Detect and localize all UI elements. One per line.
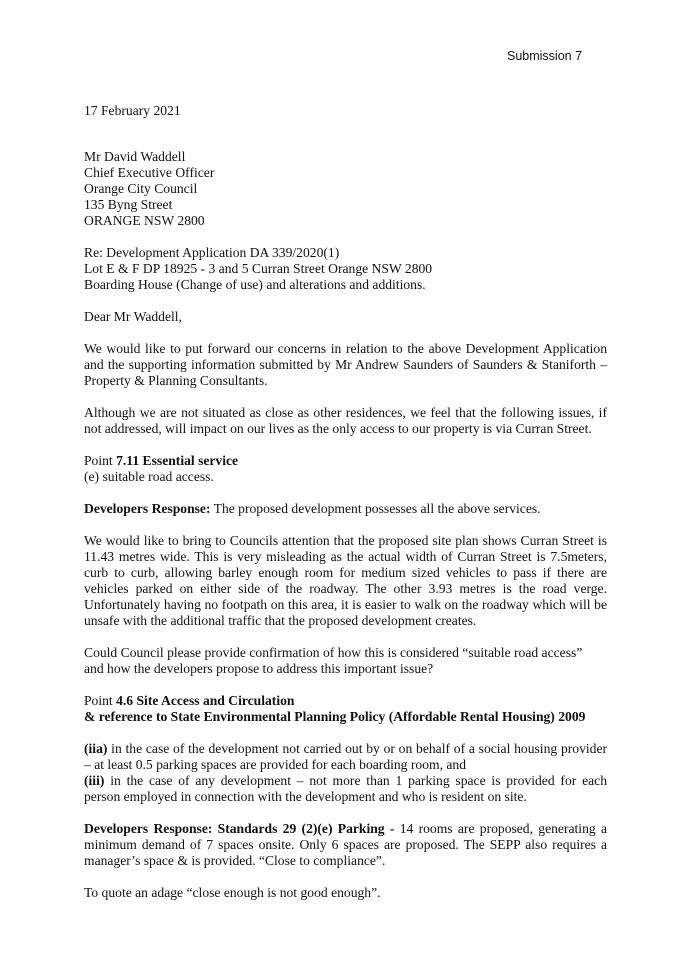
recipient-city: ORANGE NSW 2800 [84, 213, 205, 228]
recipient-name: Mr David Waddell [84, 149, 186, 164]
paragraph-line: We would like to bring to Councils attention that the proposed site plan shows Curran Street is [84, 533, 607, 548]
clause-iia-line [84, 741, 607, 757]
response-text: The proposed development possesses all the above services. [210, 501, 541, 516]
paragraph-line: Could Council please provide confirmation of how this is considered “suitable road access” [84, 645, 583, 660]
paragraph-line: Property & Planning Consultants. [84, 373, 268, 388]
response-label: Developers Response: Standards 29 (2)(e) Parking - [84, 821, 395, 836]
paragraph-line: vehicles parked on either side of the roadway. The other 3.93 metres is the road verge. [84, 581, 607, 596]
recipient-org: Orange City Council [84, 181, 198, 196]
developers-response-1 [84, 501, 541, 517]
response-line: minimum demand of 7 spaces onsite. Only 6 spaces are proposed. The SEPP also requires a [84, 837, 607, 852]
paragraph-line: We would like to put forward our concerns in relation to the above Development Application [84, 341, 607, 356]
subject-line-2: Lot E & F DP 18925 - 3 and 5 Curran Street Orange NSW 2800 [84, 261, 433, 276]
paragraph-line: and the supporting information submitted by Mr Andrew Saunders of Saunders & Staniforth – [84, 357, 607, 372]
point-subitem: (e) suitable road access. [84, 469, 214, 484]
point-prefix: Point [84, 453, 117, 468]
clause-label: (iii) [84, 773, 105, 788]
response-text: 14 rooms are proposed, generating a [394, 821, 607, 836]
clause-iii-line [84, 773, 607, 789]
point-heading [84, 693, 294, 709]
clause-iia-line: – at least 0.5 parking spaces are provided for each boarding room, and [84, 757, 466, 772]
response-line: manager’s space & is provided. “Close to compliance”. [84, 853, 386, 868]
subject-line-3: Boarding House (Change of use) and alterations and additions. [84, 277, 426, 292]
clause-text: in the case of any development – not more than 1 parking space is provided for each [104, 773, 607, 788]
paragraph-line: Although we are not situated as close as other residences, we feel that the following issues, if [84, 405, 607, 420]
point-title: 4.6 Site Access and Circulation [116, 693, 295, 708]
paragraph-line: 11.43 metres wide. This is very misleading as the actual width of Curran Street is 7.5meters, [84, 549, 607, 564]
paragraph-line: curb to curb, allowing barley enough room for medium sized vehicles to pass if there are [84, 565, 607, 580]
clause-iii-line: person employed in connection with the development and who is resident on site. [84, 789, 527, 804]
point-heading [84, 453, 238, 469]
salutation: Dear Mr Waddell, [84, 309, 182, 324]
clause-label: (iia) [84, 741, 108, 756]
subject-line-1: Re: Development Application DA 339/2020(1) [84, 245, 340, 260]
paragraph-line: unsafe with the additional traffic that the proposed development creates. [84, 613, 477, 628]
paragraph-line: Unfortunately having no footpath on this area, it is easier to walk on the roadway which will be [84, 597, 607, 612]
point-title: 7.11 Essential service [116, 453, 239, 468]
clause-text: in the case of the development not carried out by or on behalf of a social housing provider [107, 741, 607, 756]
response-line [84, 821, 607, 837]
submission-reference: Submission 7 [507, 49, 583, 63]
point-prefix: Point [84, 693, 117, 708]
point-subheading: & reference to State Environmental Planning Policy (Affordable Rental Housing) 2009 [84, 709, 586, 724]
response-label: Developers Response: [84, 501, 211, 516]
paragraph-line: not addressed, will impact on our lives as the only access to our property is via Curran Street. [84, 421, 592, 436]
letter-date: 17 February 2021 [84, 103, 181, 118]
recipient-street: 135 Byng Street [84, 197, 173, 212]
closing-remark: To quote an adage “close enough is not good enough”. [84, 885, 381, 900]
recipient-title: Chief Executive Officer [84, 165, 215, 180]
paragraph-line: and how the developers propose to address this important issue? [84, 661, 434, 676]
